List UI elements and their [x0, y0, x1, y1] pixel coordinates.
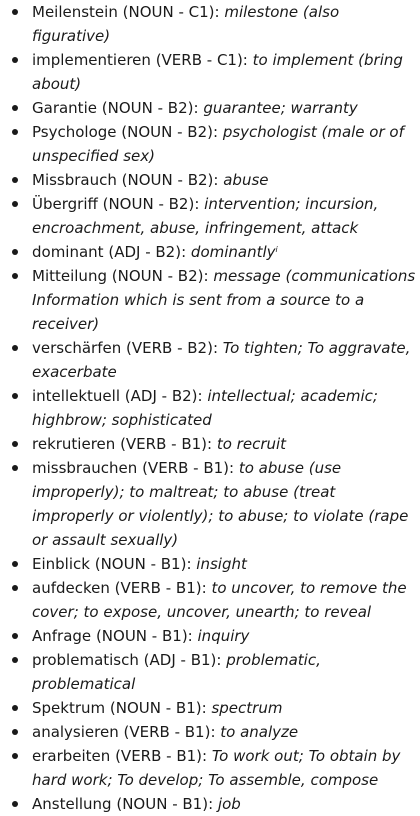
- vocab-definition: intellectual; academic; highbrow; sophisticated: [32, 387, 378, 429]
- vocab-entry: [0, 552, 420, 576]
- vocab-definition: to abuse (use improperly); to maltreat; to abuse (treat improperly or violently); to abuse; to violate (rape or assault sexually): [32, 459, 409, 549]
- vocab-pos-level: (VERB - B1):: [115, 747, 208, 765]
- vocab-pos-level: (VERB - B2):: [126, 339, 218, 357]
- vocab-definition: to implement (bring about): [32, 51, 403, 93]
- vocab-word: Meilenstein: [32, 3, 118, 21]
- vocab-pos-level: (ADJ - B1):: [143, 651, 222, 669]
- vocab-pos-level: (NOUN - B2):: [121, 123, 219, 141]
- vocab-definition: to uncover, to remove the cover; to expose, uncover, unearth; to reveal: [32, 579, 407, 621]
- vocab-definition: intervention; incursion, encroachment, abuse, infringement, attack: [32, 195, 379, 237]
- vocab-entry: [0, 432, 420, 456]
- vocab-pos-level: (NOUN - B1):: [116, 795, 214, 813]
- vocab-pos-level: (NOUN - B1):: [95, 627, 193, 645]
- vocab-word: Einblick: [32, 555, 90, 573]
- vocab-definition: psychologist (male or of unspecified sex): [32, 123, 404, 165]
- footnote-marker: i: [275, 245, 278, 254]
- vocab-pos-level: (NOUN - B2):: [121, 171, 219, 189]
- vocab-entry: [0, 792, 420, 816]
- vocab-definition: To tighten; To aggravate, exacerbate: [32, 339, 411, 381]
- vocab-entry: [0, 384, 420, 432]
- vocab-word: Anstellung: [32, 795, 112, 813]
- vocab-entry: [0, 96, 420, 120]
- vocab-entry: [0, 648, 420, 696]
- vocab-pos-level: (VERB - B1):: [114, 579, 207, 597]
- vocab-definition: dominantly: [190, 243, 276, 261]
- vocab-entry: [0, 624, 420, 648]
- vocab-entry: [0, 696, 420, 720]
- vocab-entry: [0, 240, 420, 264]
- vocab-entry: [0, 48, 420, 96]
- vocab-entry: [0, 264, 420, 336]
- vocab-definition: spectrum: [211, 699, 283, 717]
- vocab-entry: [0, 120, 420, 168]
- vocab-entry: [0, 744, 420, 792]
- vocab-word: verschärfen: [32, 339, 122, 357]
- vocab-word: Garantie: [32, 99, 97, 117]
- vocab-word: problematisch: [32, 651, 139, 669]
- vocab-word: analysieren: [32, 723, 119, 741]
- vocab-pos-level: (NOUN - B1):: [94, 555, 192, 573]
- vocab-definition: inquiry: [197, 627, 250, 645]
- vocab-definition: problematic, problematical: [32, 651, 321, 693]
- vocab-entry: [0, 168, 420, 192]
- vocab-word: Missbrauch: [32, 171, 117, 189]
- vocab-entry: [0, 0, 420, 48]
- vocab-definition: to analyze: [220, 723, 299, 741]
- vocab-entry: [0, 576, 420, 624]
- vocab-pos-level: (ADJ - B2):: [124, 387, 203, 405]
- vocab-pos-level: (VERB - B1):: [120, 435, 213, 453]
- vocab-definition: job: [217, 795, 241, 813]
- vocab-pos-level: (NOUN - B2):: [111, 267, 209, 285]
- vocab-word: erarbeiten: [32, 747, 111, 765]
- vocab-definition: abuse: [223, 171, 269, 189]
- vocab-entry: [0, 336, 420, 384]
- vocab-word: missbrauchen: [32, 459, 138, 477]
- vocab-pos-level: (ADJ - B2):: [108, 243, 187, 261]
- vocab-word: Anfrage: [32, 627, 92, 645]
- vocab-pos-level: (VERB - C1):: [155, 51, 248, 69]
- vocab-word: implementieren: [32, 51, 151, 69]
- vocab-definition: message (communications Information which is sent from a source to a receiver): [32, 267, 416, 333]
- vocab-pos-level: (NOUN - B1):: [109, 699, 207, 717]
- vocab-word: Übergriff: [32, 195, 98, 213]
- vocab-entry: [0, 456, 420, 552]
- vocab-word: dominant: [32, 243, 104, 261]
- vocab-definition: guarantee; warranty: [203, 99, 358, 117]
- vocab-pos-level: (NOUN - C1):: [122, 3, 220, 21]
- vocab-word: intellektuell: [32, 387, 120, 405]
- vocab-definition: to recruit: [216, 435, 287, 453]
- vocab-pos-level: (NOUN - B2):: [101, 99, 199, 117]
- vocab-word: aufdecken: [32, 579, 110, 597]
- vocab-definition: milestone (also figurative): [32, 3, 340, 45]
- vocab-word: rekrutieren: [32, 435, 116, 453]
- vocab-pos-level: (VERB - B1):: [123, 723, 216, 741]
- vocab-word: Spektrum: [32, 699, 106, 717]
- vocab-word: Psychologe: [32, 123, 117, 141]
- vocab-entry: [0, 192, 420, 240]
- vocab-definition: insight: [196, 555, 247, 573]
- vocab-entry: [0, 720, 420, 744]
- vocab-word: Mitteilung: [32, 267, 107, 285]
- vocab-definition: To work out; To obtain by hard work; To develop; To assemble, compose: [32, 747, 401, 789]
- vocab-pos-level: (VERB - B1):: [142, 459, 235, 477]
- vocab-pos-level: (NOUN - B2):: [102, 195, 200, 213]
